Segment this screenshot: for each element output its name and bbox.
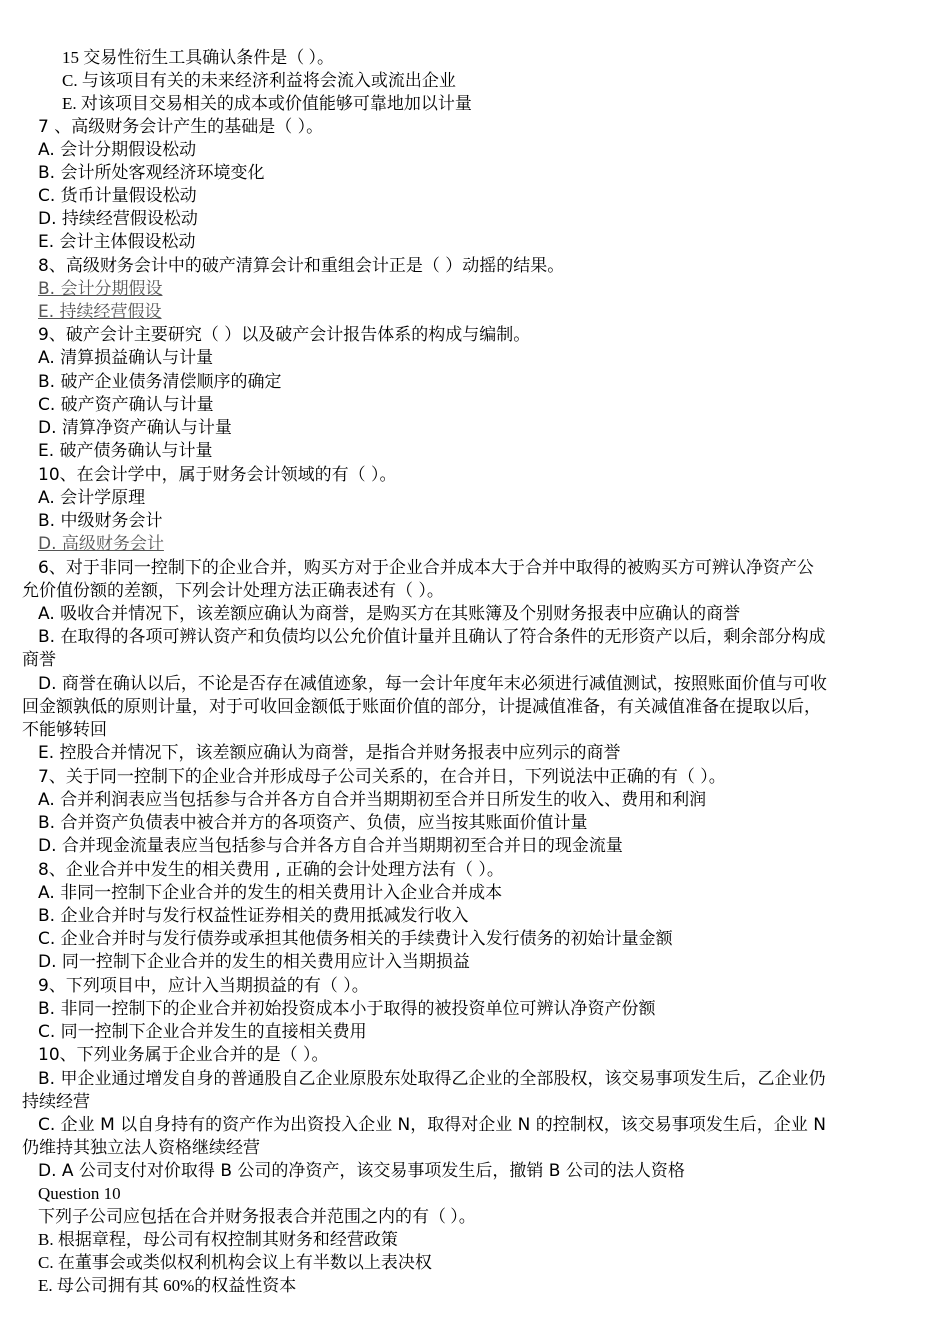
- text-line: D. 持续经营假设松动: [38, 209, 198, 229]
- text-line: E. 会计主体假设松动: [38, 232, 196, 252]
- text-line: C. 同一控制下企业合并发生的直接相关费用: [38, 1022, 367, 1042]
- text-line: 不能够转回: [22, 720, 107, 740]
- text-line: 9、下列项目中，应计入当期损益的有（ ）。: [38, 976, 369, 996]
- text-line: B. 合并资产负债表中被合并方的各项资产、负债，应当按其账面价值计量: [38, 813, 588, 833]
- text-line: D. 合并现金流量表应当包括参与合并各方自合并当期期初至合并日的现金流量: [38, 836, 623, 856]
- text-line: E. 控股合并情况下，该差额应确认为商誉，是指合并财务报表中应列示的商誉: [38, 743, 621, 763]
- text-line: 商誉: [22, 650, 56, 670]
- text-line: E. 破产债务确认与计量: [38, 441, 213, 461]
- text-line: A. 吸收合并情况下，该差额应确认为商誉，是购买方在其账簿及个别财务报表中应确认的商誉: [38, 604, 741, 624]
- text-line: B. 企业合并时与发行权益性证券相关的费用抵减发行收入: [38, 906, 469, 926]
- text-line: 7、关于同一控制下的企业合并形成母子公司关系的，在合并日，下列说法中正确的有（ ）。: [38, 767, 726, 787]
- text-line: 下列子公司应包括在合并财务报表合并范围之内的有（ ）。: [38, 1207, 476, 1226]
- text-line: E. 母公司拥有其 60%的权益性资本: [38, 1276, 297, 1295]
- text-line: 8、企业合并中发生的相关费用 , 正确的会计处理方法有（ ）。: [38, 860, 504, 880]
- text-line: 7 、高级财务会计产生的基础是（ ）。: [38, 117, 324, 137]
- text-line: E. 对该项目交易相关的成本或价值能够可靠地加以计量: [62, 94, 472, 113]
- text-line: D. 清算净资产确认与计量: [38, 418, 232, 438]
- text-line: A. 会计学原理: [38, 488, 146, 508]
- link-answer[interactable]: D. 高级财务会计: [38, 534, 164, 554]
- text-line: B. 中级财务会计: [38, 511, 163, 531]
- text-line: C. 与该项目有关的未来经济利益将会流入或流出企业: [62, 71, 456, 90]
- text-line: B. 非同一控制下的企业合并初始投资成本小于取得的被投资单位可辨认净资产份额: [38, 999, 656, 1019]
- text-line: B. 在取得的各项可辨认资产和负债均以公允价值计量并且确认了符合条件的无形资产以后，剩余部分构成: [38, 627, 826, 647]
- text-line: A. 会计分期假设松动: [38, 140, 197, 160]
- text-line: 允价值份额的差额，下列会计处理方法正确表述有（ ）。: [22, 581, 444, 601]
- text-line: D. 同一控制下企业合并的发生的相关费用应计入当期损益: [38, 952, 470, 972]
- text-line: 10、在会计学中，属于财务会计领域的有（ ）。: [38, 465, 397, 485]
- text-line: A. 非同一控制下企业合并的发生的相关费用计入企业合并成本: [38, 883, 503, 903]
- text-line: 8、高级财务会计中的破产清算会计和重组会计正是（ ）动摇的结果。: [38, 256, 565, 276]
- text-line: C. 破产资产确认与计量: [38, 395, 214, 415]
- question-heading: Question 10: [38, 1184, 121, 1203]
- text-line: 9、破产会计主要研究（ ）以及破产会计报告体系的构成与编制。: [38, 325, 531, 345]
- text-line: C. 在董事会或类似权利机构会议上有半数以上表决权: [38, 1253, 432, 1272]
- text-line: B. 根据章程，母公司有权控制其财务和经营政策: [38, 1230, 398, 1249]
- text-line: 持续经营: [22, 1092, 90, 1112]
- text-line: B. 会计所处客观经济环境变化: [38, 163, 265, 183]
- text-line: C. 货币计量假设松动: [38, 186, 197, 206]
- text-line: B. 破产企业债务清偿顺序的确定: [38, 372, 282, 392]
- text-line: 10、下列业务属于企业合并的是（ ）。: [38, 1045, 329, 1065]
- text-line: 仍维持其独立法人资格继续经营: [22, 1138, 260, 1158]
- text-line: A. 清算损益确认与计量: [38, 348, 214, 368]
- text-line: 15 交易性衍生工具确认条件是（ ）。: [62, 48, 334, 67]
- link-answer[interactable]: E. 持续经营假设: [38, 302, 162, 322]
- text-line: C. 企业 M 以自身持有的资产作为出资投入企业 N，取得对企业 N 的控制权，该交易事项发生后，企业 N: [38, 1115, 826, 1135]
- text-line: D. A 公司支付对价取得 B 公司的净资产，该交易事项发生后，撤销 B 公司的法人资格: [38, 1161, 685, 1181]
- text-line: 6、对于非同一控制下的企业合并，购买方对于企业合并成本大于合并中取得的被购买方可辨认净资产公: [38, 558, 814, 578]
- text-line: C. 企业合并时与发行债券或承担其他债务相关的手续费计入发行债务的初始计量金额: [38, 929, 673, 949]
- text-line: 回金额孰低的原则计量，对于可收回金额低于账面价值的部分，计提减值准备，有关减值准备在提取以后，: [22, 697, 821, 717]
- text-line: B. 甲企业通过增发自身的普通股自乙企业原股东处取得乙企业的全部股权，该交易事项发生后，乙企业仍: [38, 1069, 826, 1089]
- link-answer[interactable]: B. 会计分期假设: [38, 279, 163, 299]
- text-line: D. 商誉在确认以后，不论是否存在减值迹象，每一会计年度年末必须进行减值测试，按照账面价值与可收: [38, 674, 827, 694]
- text-line: A. 合并利润表应当包括参与合并各方自合并当期期初至合并日所发生的收入、费用和利润: [38, 790, 707, 810]
